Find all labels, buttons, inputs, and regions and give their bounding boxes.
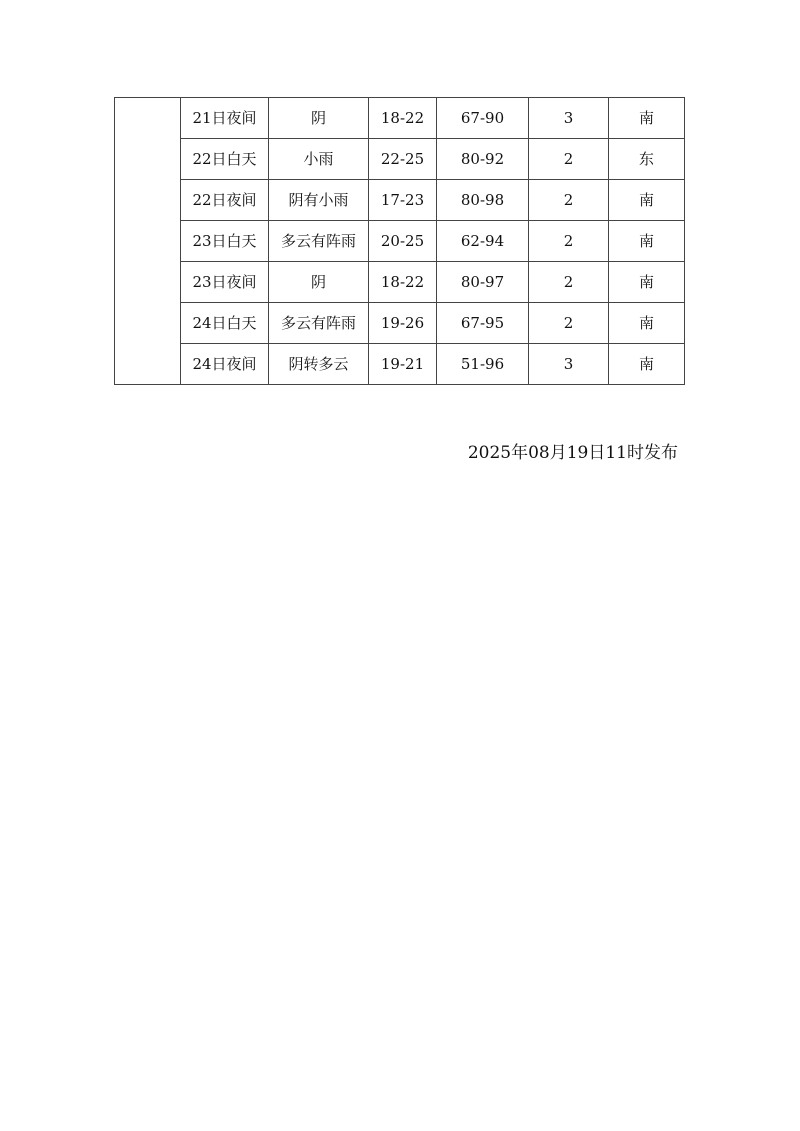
period-cell: 23日夜间 <box>181 262 269 303</box>
wind-level-cell: 2 <box>529 303 609 344</box>
period-cell: 22日夜间 <box>181 180 269 221</box>
period-cell: 23日白天 <box>181 221 269 262</box>
humidity-cell: 67-95 <box>437 303 529 344</box>
wind-direction-cell: 南 <box>609 221 685 262</box>
table-row <box>115 344 685 385</box>
weather-cell: 小雨 <box>269 139 369 180</box>
table-row <box>115 303 685 344</box>
wind-level-cell: 2 <box>529 139 609 180</box>
wind-direction-cell: 南 <box>609 98 685 139</box>
forecast-table-body <box>115 98 685 385</box>
wind-level-cell: 2 <box>529 221 609 262</box>
period-cell: 21日夜间 <box>181 98 269 139</box>
wind-level-cell: 2 <box>529 180 609 221</box>
temperature-cell: 17-23 <box>369 180 437 221</box>
wind-direction-cell: 南 <box>609 303 685 344</box>
forecast-table <box>114 97 685 385</box>
wind-direction-cell: 东 <box>609 139 685 180</box>
weather-cell: 多云有阵雨 <box>269 221 369 262</box>
humidity-cell: 80-92 <box>437 139 529 180</box>
wind-direction-cell: 南 <box>609 180 685 221</box>
weather-cell: 阴 <box>269 98 369 139</box>
weather-cell: 多云有阵雨 <box>269 303 369 344</box>
wind-level-cell: 3 <box>529 344 609 385</box>
temperature-cell: 18-22 <box>369 262 437 303</box>
temperature-cell: 20-25 <box>369 221 437 262</box>
table-row <box>115 221 685 262</box>
wind-direction-cell: 南 <box>609 262 685 303</box>
weather-cell: 阴转多云 <box>269 344 369 385</box>
table-row <box>115 139 685 180</box>
temperature-cell: 18-22 <box>369 98 437 139</box>
wind-level-cell: 2 <box>529 262 609 303</box>
humidity-cell: 67-90 <box>437 98 529 139</box>
table-row <box>115 262 685 303</box>
period-cell: 22日白天 <box>181 139 269 180</box>
period-cell: 24日夜间 <box>181 344 269 385</box>
region-cell <box>115 98 181 385</box>
period-cell: 24日白天 <box>181 303 269 344</box>
temperature-cell: 19-26 <box>369 303 437 344</box>
table-row <box>115 180 685 221</box>
weather-cell: 阴 <box>269 262 369 303</box>
release-time: 2025年08月19日11时发布 <box>467 443 678 463</box>
temperature-cell: 22-25 <box>369 139 437 180</box>
wind-direction-cell: 南 <box>609 344 685 385</box>
humidity-cell: 51-96 <box>437 344 529 385</box>
wind-level-cell: 3 <box>529 98 609 139</box>
humidity-cell: 80-98 <box>437 180 529 221</box>
humidity-cell: 62-94 <box>437 221 529 262</box>
weather-cell: 阴有小雨 <box>269 180 369 221</box>
temperature-cell: 19-21 <box>369 344 437 385</box>
humidity-cell: 80-97 <box>437 262 529 303</box>
table-row <box>115 98 685 139</box>
